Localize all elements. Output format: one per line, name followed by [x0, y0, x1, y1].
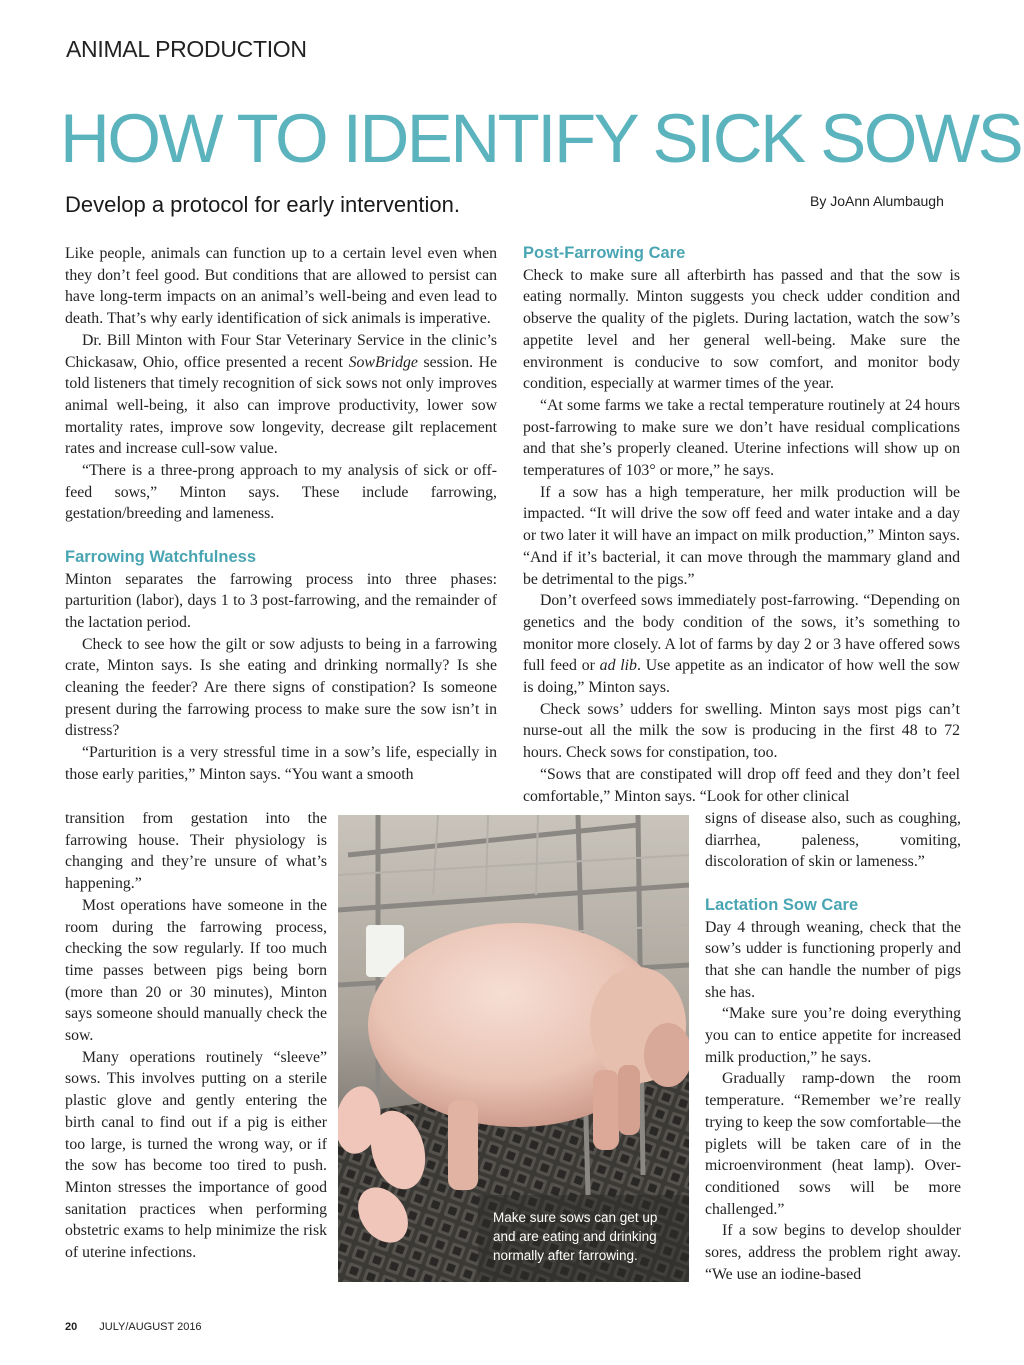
paragraph: “Make sure you’re doing everything you can to entice appetite for increased milk production,” he says. [705, 1005, 961, 1066]
paragraph: “There is a three-prong approach to my analysis of sick or off-feed sows,” Minton says. These include farrowing, gestation/breeding and lameness. [65, 462, 497, 523]
article-subtitle: Develop a protocol for early intervention. [65, 192, 460, 217]
paragraph: If a sow has a high temperature, her milk production will be impacted. “It will drive the sow off feed and water intake and a day or two later it will have an impact on milk production,” Minton says. “And if it’s bacterial, it can move through the mammary gland and be detrimental to the pigs.” [523, 483, 960, 588]
paragraph: Most operations have someone in the room during the farrowing process, checking the sow regularly. If too much time passes between pigs being born (more than 20 or 30 minutes), Minton says someone should manually check the sow. [65, 896, 327, 1045]
page-number: 20 [65, 1321, 78, 1333]
byline: By JoAnn Alumbaugh [810, 193, 944, 209]
right-column [523, 243, 960, 807]
paragraph: If a sow begins to develop shoulder sores, address the problem right away. “We use an iodine-based [705, 1222, 961, 1283]
paragraph: Many operations routinely “sleeve” sows. This involves putting on a sterile plastic glove and gently entering the birth canal to find out if a pig is either too large, is turned the wrong way, or if the sow has become too tired to push. Minton stresses the importance of good sanitation practices when performing obstetric exams to help minimize the risk of uterine infections. [65, 1048, 327, 1262]
right-column-narrow [705, 808, 961, 1285]
issue-date: JULY/AUGUST 2016 [99, 1321, 202, 1333]
publication-name: SowBridge [348, 353, 418, 371]
paragraph: “At some farms we take a rectal temperature routinely at 24 hours post-farrowing to make sure we don’t have residual complications and that she’s properly cleaned. Uterine infections will show up on temperatures of 103° or more,” he says. [523, 396, 960, 480]
paragraph: signs of disease also, such as coughing, diarrhea, paleness, vomiting, discoloration of skin or lameness.” [705, 810, 961, 871]
left-column-narrow [65, 808, 327, 1264]
paragraph: transition from gestation into the farrowing house. Their physiology is changing and they’re unsure of what’s happening.” [65, 810, 327, 893]
paragraph: “Parturition is a very stressful time in a sow’s life, especially in those early parities,” Minton says. “You want a smooth [65, 744, 497, 783]
paragraph: “Sows that are constipated will drop off feed and they don’t feel comfortable,” Minton says. “Look for other clinical [523, 765, 960, 805]
section-heading: Lactation Sow Care [705, 895, 859, 914]
article-title: HOW TO IDENTIFY SICK SOWS [60, 100, 1022, 177]
paragraph: Check to make sure all afterbirth has passed and that the sow is eating normally. Minton suggests you check udder condition and observe the quality of the piglets. During lactation, watch the sow’s appetite level and her general well-being. Make sure the environment is conducive to sow comfort, and monitor body condition, especially at warmer times of the year. [523, 266, 960, 393]
paragraph: Like people, animals can function up to a certain level even when they don’t feel good. But conditions that are allowed to persist can have long-term impacts on an animal’s well-being and even lead to death. That’s why early identification of sick animals is imperative. [65, 245, 497, 328]
paragraph: Don’t overfeed sows immediately post-farrowing. “Depending on genetics and the body condition of the sows, it’s something to monitor more closely. A lot of farms by day 2 or 3 have offered sows full feed or ad lib. Use appetite as an indicator of how well the sow is doing,” Minton says. [523, 592, 960, 697]
paragraph: Dr. Bill Minton with Four Star Veterinary Service in the clinic’s Chickasaw, Ohio, office presented a recent SowBridge session. He told listeners that timely recognition of sick sows not only improves animal well-being, it also can improve productivity, lower sow mortality rates, improve sow longevity, decrease gilt replacement rates and increase cull-sow value. [65, 331, 497, 458]
paragraph: Gradually ramp-down the room temperature. “Remember we’re really trying to keep the sow comfortable—the piglets will be taken care of in the microenvironment (heat lamp). Over-conditioned sows will be more challenged.” [705, 1070, 961, 1218]
section-heading: Post-Farrowing Care [523, 244, 686, 262]
photo-caption: Make sure sows can get up and are eating and drinking normally after farrowing. [493, 1210, 658, 1263]
paragraph: Day 4 through weaning, check that the sow’s udder is functioning properly and that she can handle the number of pigs she has. [705, 918, 961, 1001]
section-heading: Farrowing Watchfulness [65, 547, 256, 566]
page-footer [65, 1321, 202, 1333]
left-column [65, 243, 497, 786]
section-label: ANIMAL PRODUCTION [66, 36, 307, 62]
paragraph: Minton separates the farrowing process into three phases: parturition (labor), days 1 to 3 post-farrowing, and the remainder of the lactation period. [65, 570, 497, 631]
paragraph: Check to see how the gilt or sow adjusts to being in a farrowing crate, Minton says. Is she eating and drinking normally? Is she cleaning the feeder? Are there signs of constipation? Is someone present during the farrowing process to make sure the sow isn’t in distress? [65, 635, 497, 740]
paragraph: Check sows’ udders for swelling. Minton says most pigs can’t nurse-out all the milk the sow is producing in the first 48 to 72 hours. Check sows for constipation, too. [523, 700, 960, 762]
